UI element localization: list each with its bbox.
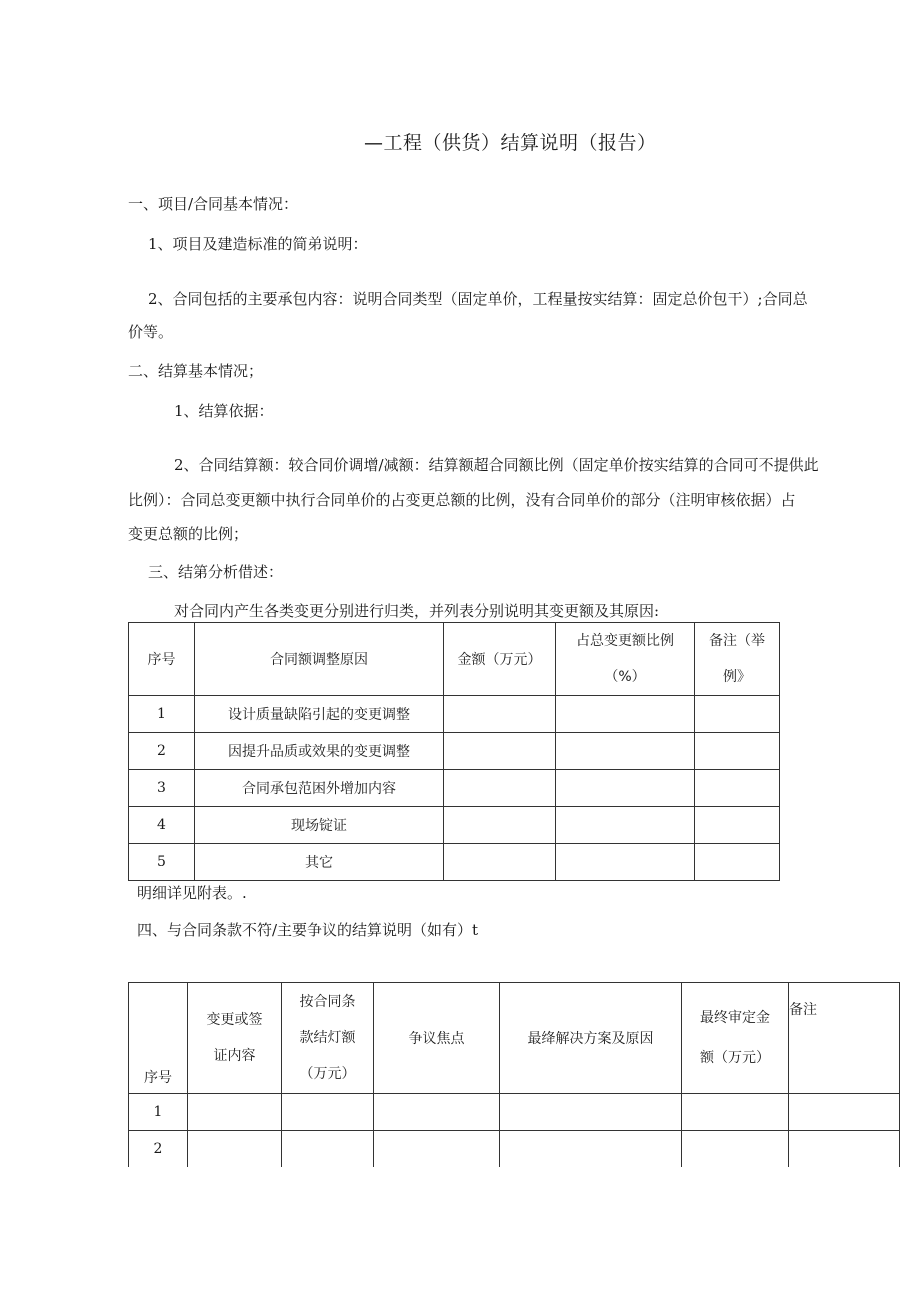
row-amount-cell[interactable]: [444, 733, 556, 770]
row-solution-cell[interactable]: [500, 1094, 682, 1131]
header-reason: 合同额调整原因: [195, 623, 444, 696]
row-amount-cell[interactable]: [444, 696, 556, 733]
row-reason: 设计质量缺陷引起的变更调整: [195, 696, 444, 733]
header-remark-line-1: 备注（举: [709, 633, 765, 649]
change-summary-table: [128, 622, 780, 881]
row-remark-cell[interactable]: [695, 696, 780, 733]
row-amount-cell[interactable]: [444, 844, 556, 881]
header-remark: 备注: [789, 983, 900, 1094]
header-content: [188, 983, 282, 1094]
header-ratio-line-1: 占总变更额比例: [576, 633, 674, 649]
header-amount-line-3: （万元）: [299, 1066, 356, 1082]
section-3-heading: 三、结第分析借述：: [148, 563, 284, 581]
table-row: [129, 1131, 900, 1167]
header-final-amount: [682, 983, 789, 1094]
row-reason: 因提升品质或效果的变更调整: [195, 733, 444, 770]
section-3-note: 明细详见附表。.: [137, 884, 247, 902]
header-seq: 序号: [129, 983, 188, 1094]
row-contract-amount-cell[interactable]: [282, 1094, 374, 1131]
section-4-heading: 四、与合同条款不符/主要争议的结算说明（如有）t: [137, 921, 479, 939]
row-amount-cell[interactable]: [444, 770, 556, 807]
row-reason: 现场锭证: [195, 807, 444, 844]
header-content-line-1: 变更或签: [206, 1012, 263, 1028]
section-3-intro: 对合同内产生各类变更分别进行归类，并列表分别说明其变更额及其原因:: [174, 602, 660, 620]
row-dispute-cell[interactable]: [374, 1131, 500, 1167]
row-final-amount-cell[interactable]: [682, 1094, 789, 1131]
header-remark-line-2: 例》: [723, 669, 751, 685]
row-seq: 3: [129, 770, 195, 807]
row-dispute-cell[interactable]: [374, 1094, 500, 1131]
section-2-item-2-line-1: 2、合同结算额：较合同价调增/减额：结算额超合同额比例（固定单价按实结算的合同可不提供此: [174, 456, 819, 474]
row-seq: 5: [129, 844, 195, 881]
row-amount-cell[interactable]: [444, 807, 556, 844]
section-1-item-2-line-1: 2、合同包括的主要承包内容：说明合同类型（固定单价，工程量按实结算：固定总价包干）;合同总: [148, 290, 808, 308]
header-final-line-1: 最终审定金: [700, 1010, 770, 1026]
dispute-table: [128, 982, 900, 1167]
section-2-heading: 二、结算基本情况；: [128, 362, 264, 380]
row-remark-cell[interactable]: [695, 733, 780, 770]
row-remark-cell[interactable]: [695, 807, 780, 844]
row-remark-cell[interactable]: [789, 1131, 900, 1167]
section-2-item-1: 1、结算依据：: [174, 402, 274, 420]
header-seq: 序号: [129, 623, 195, 696]
section-1-heading: 一、项目/合同基本情况：: [128, 195, 299, 213]
header-dispute: 争议焦点: [374, 983, 500, 1094]
header-content-line-2: 证内容: [213, 1048, 256, 1064]
row-ratio-cell[interactable]: [556, 770, 695, 807]
table-row: [129, 844, 780, 881]
row-remark-cell[interactable]: [695, 844, 780, 881]
header-amount: 金额（万元）: [444, 623, 556, 696]
row-content-cell[interactable]: [188, 1131, 282, 1167]
table-row: [129, 770, 780, 807]
row-reason: 其它: [195, 844, 444, 881]
row-solution-cell[interactable]: [500, 1131, 682, 1167]
table-header-row: [129, 983, 900, 1094]
header-amount-line-1: 按合同条: [299, 994, 356, 1010]
row-seq: 2: [129, 1131, 188, 1167]
table-header-row: [129, 623, 780, 696]
row-ratio-cell[interactable]: [556, 807, 695, 844]
section-2-item-2-line-2: 比例）：合同总变更额中执行合同单价的占变更总额的比例，没有合同单价的部分（注明审核依据）占: [128, 491, 796, 509]
section-1-item-2-line-2: 价等。: [128, 323, 174, 341]
row-reason: 合同承包范困外增加内容: [195, 770, 444, 807]
row-remark-cell[interactable]: [789, 1094, 900, 1131]
row-ratio-cell[interactable]: [556, 844, 695, 881]
row-content-cell[interactable]: [188, 1094, 282, 1131]
row-ratio-cell[interactable]: [556, 733, 695, 770]
row-contract-amount-cell[interactable]: [282, 1131, 374, 1167]
header-final-line-2: 额（万元）: [700, 1050, 770, 1066]
row-ratio-cell[interactable]: [556, 696, 695, 733]
table-row: [129, 733, 780, 770]
header-solution: 最绛解决方案及原因: [500, 983, 682, 1094]
table-row: [129, 696, 780, 733]
row-seq: 1: [129, 1094, 188, 1131]
section-2-item-2-line-3: 变更总额的比例；: [128, 525, 249, 543]
table-row: [129, 1094, 900, 1131]
table-row: [129, 807, 780, 844]
header-remark: [695, 623, 780, 696]
section-1-item-1: 1、项目及建造标准的简弟说明：: [148, 235, 368, 253]
row-seq: 1: [129, 696, 195, 733]
row-remark-cell[interactable]: [695, 770, 780, 807]
row-seq: 4: [129, 807, 195, 844]
page-title: —工程（供货）结算说明（报告）: [364, 132, 657, 154]
header-ratio-line-2: （%）: [604, 669, 646, 685]
header-ratio: [556, 623, 695, 696]
row-seq: 2: [129, 733, 195, 770]
header-contract-amount: [282, 983, 374, 1094]
header-amount-line-2: 款结灯额: [299, 1030, 356, 1046]
row-final-amount-cell[interactable]: [682, 1131, 789, 1167]
